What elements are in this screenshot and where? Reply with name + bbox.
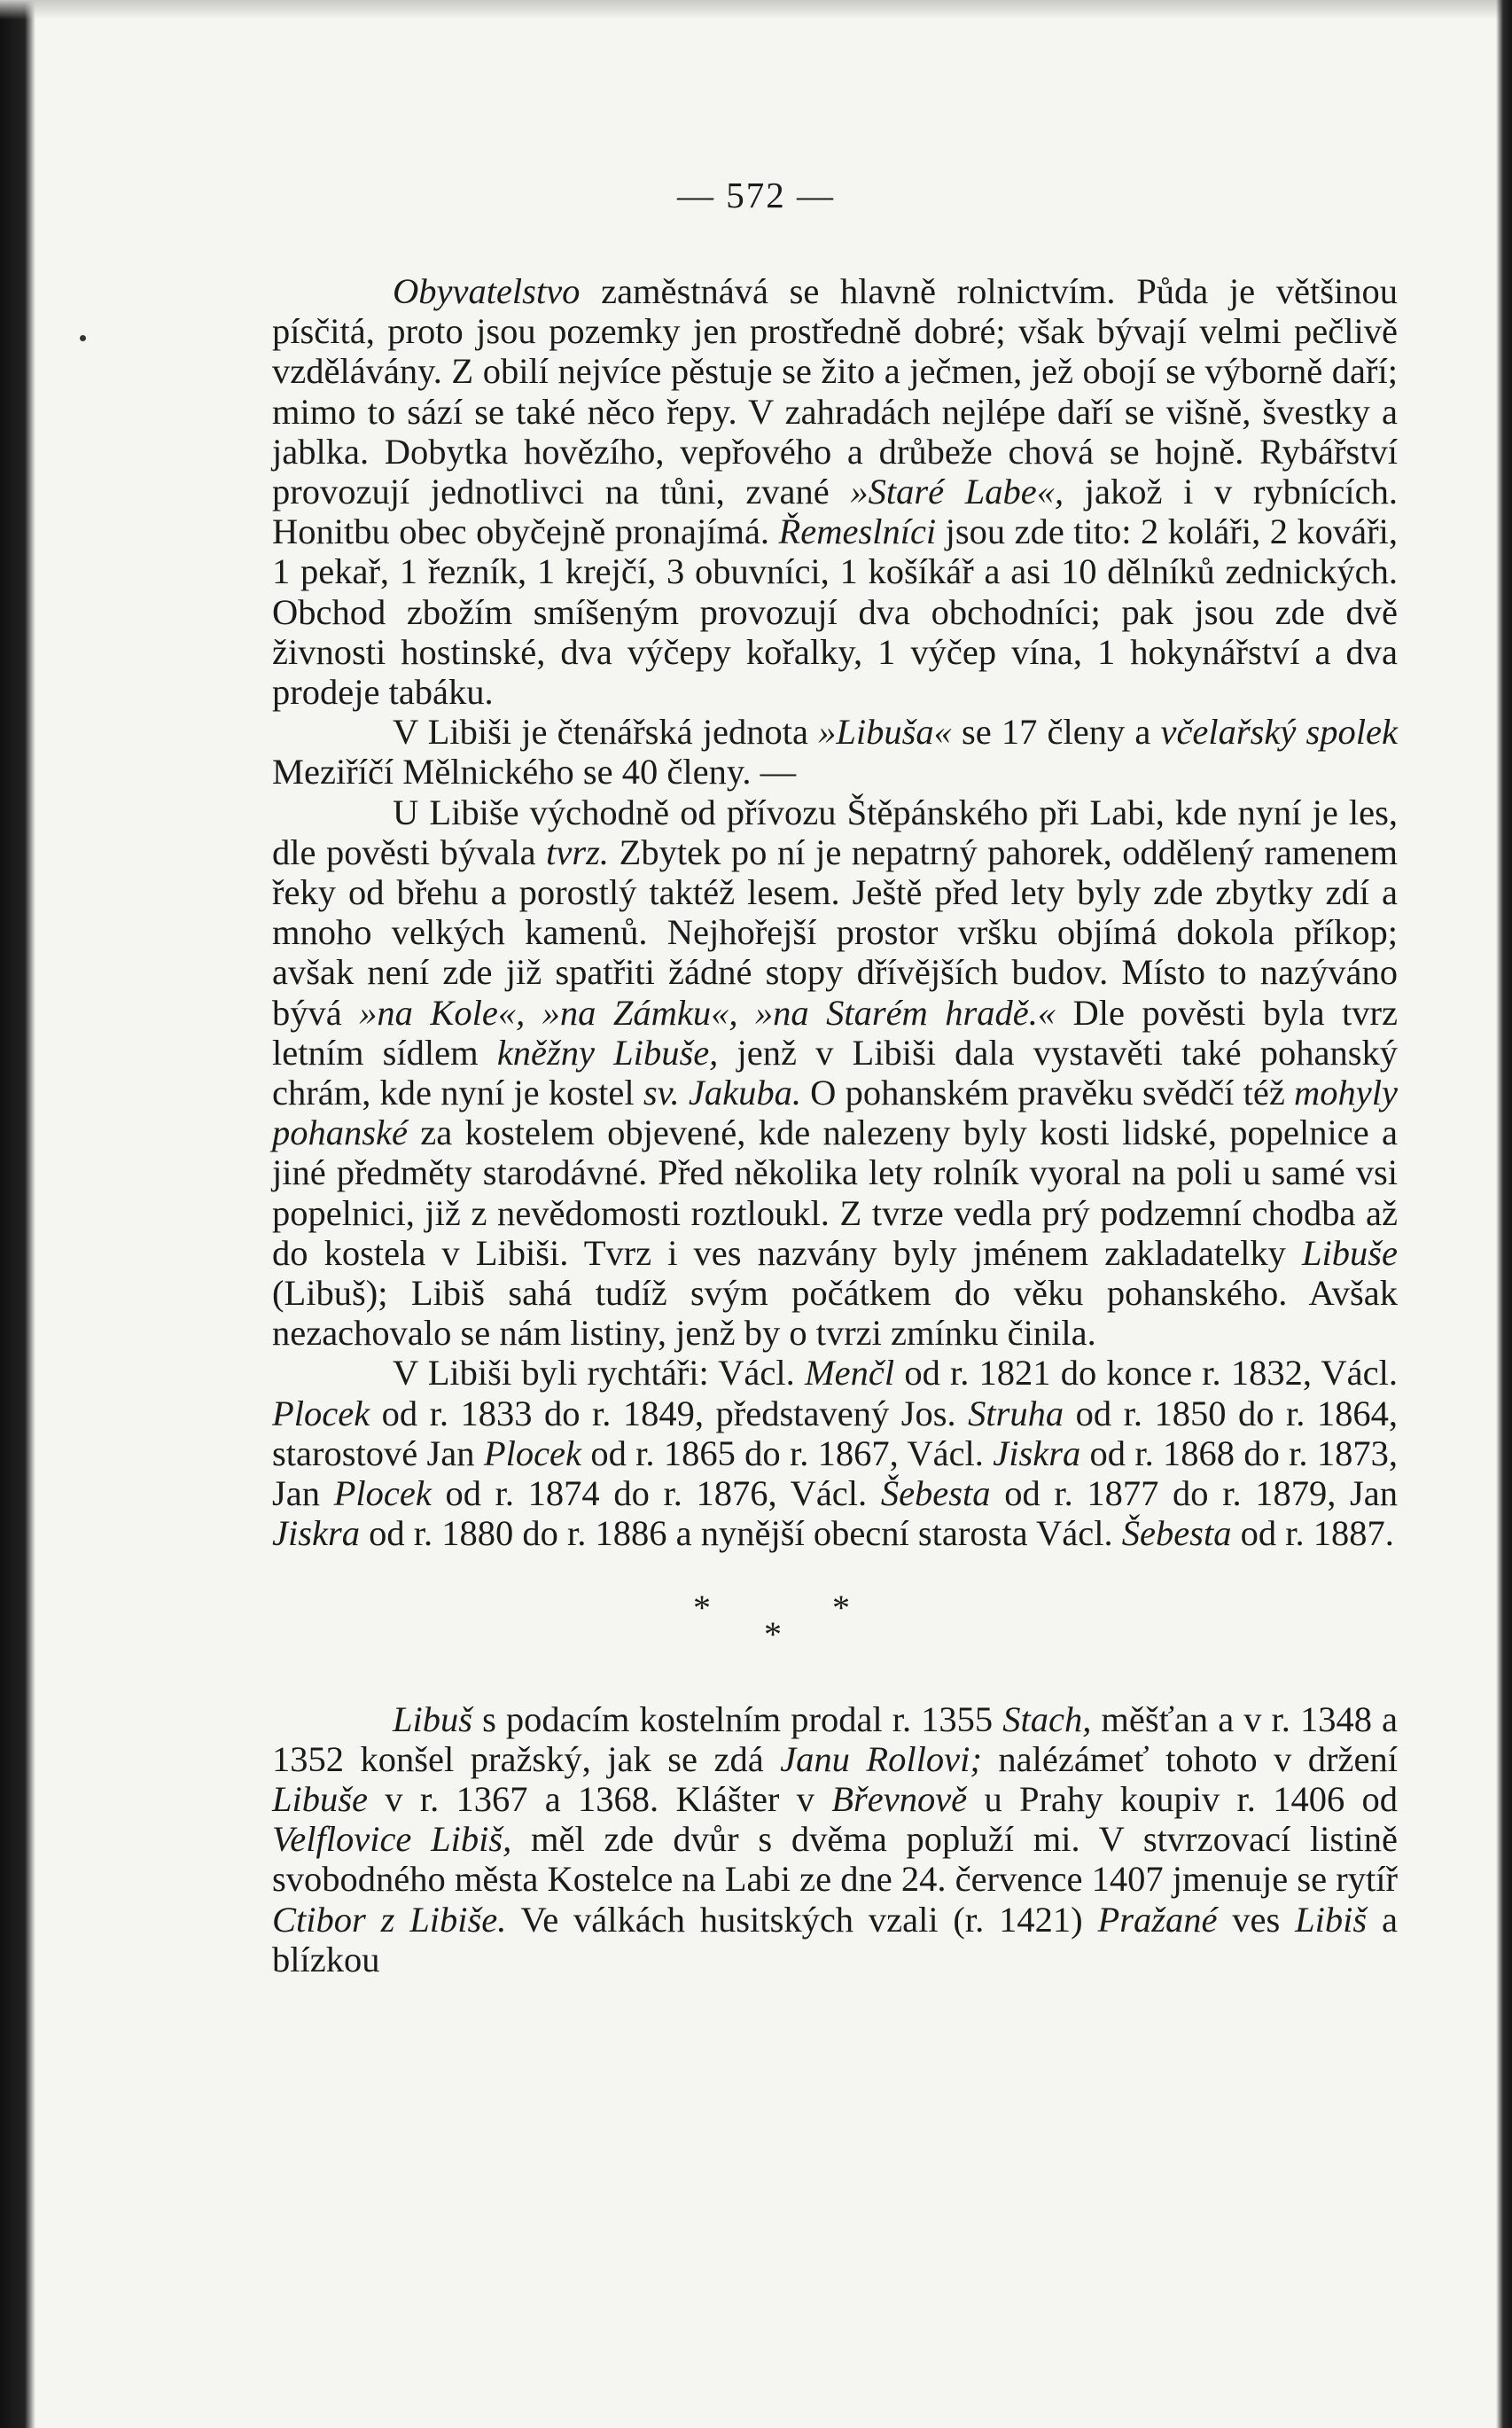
emphasized-text: mohyly pohanské	[272, 1073, 1398, 1153]
emphasized-text: Plocek	[483, 1433, 582, 1473]
emphasized-text: Plocek	[333, 1473, 432, 1514]
text-run: jenž v Libiši dala vystavěti také pohanský chrám, kde nyní je kostel	[272, 1032, 1399, 1113]
text-run: Dle pověsti byla tvrz letním sídlem	[272, 992, 1398, 1073]
emphasized-text: Struha	[968, 1393, 1064, 1433]
text-run: O pohanském pravěku svědčí též	[800, 1073, 1295, 1113]
page-number: — 572 —	[677, 175, 835, 215]
text-run: od r. 1865 do r. 1867, Václ.	[581, 1433, 994, 1473]
emphasized-text: Libiš	[1295, 1899, 1368, 1940]
emphasized-text: Ctibor z Libiše.	[272, 1899, 507, 1940]
text-run: ves	[1217, 1899, 1296, 1940]
text-run: Meziříčí Mělnického se 40 členy. —	[272, 752, 797, 792]
text-run: Zbytek po ní je nepatrný pahorek, oddělený ramenem řeky od břehu a porostlý taktéž lesem. Ještě před lety byly zde zbytky zdí a mnoho velkých kamenů. Nejhořejší prostor vršku objímá dokola příkop; avšak není zde již spatřiti žádné stopy dřívějších budov. Místo to nazýváno bývá	[272, 831, 1398, 1033]
text-run: nalézámeť tohoto v držení	[981, 1738, 1399, 1779]
emphasized-text: »Libuša«	[818, 712, 952, 753]
text-run: od r. 1874 do r. 1876, Václ.	[431, 1473, 881, 1514]
text-run: jsou zde tito: 2 koláři, 2 kováři, 1 pekař, 1 řezník, 1 krejčí, 3 obuvníci, 1 košíkář a asi 10 dělníků zednických. Obchod zbožím smíšeným provozují dva obchodníci; pak jsou zde dvě živnosti hostinské, dva výčepy kořalky, 1 výčep vína, 1 hokynářství a dva prodeje tabáku.	[272, 511, 1398, 713]
paragraph-history	[272, 1699, 1398, 1979]
text-run: v r. 1367 a 1368. Klášter v	[368, 1778, 832, 1819]
text-run: od r. 1821 do konce r. 1832, Václ.	[894, 1353, 1398, 1394]
emphasized-text: »Staré Labe«,	[850, 472, 1064, 512]
emphasized-text: Šebesta	[880, 1473, 991, 1514]
paragraph-population	[272, 271, 1398, 712]
paragraph-reeves	[272, 1353, 1398, 1553]
paragraph-associations	[272, 712, 1398, 792]
body-text	[272, 271, 1398, 1979]
emphasized-text: tvrz.	[546, 831, 610, 872]
separator-star: *	[832, 1587, 850, 1628]
emphasized-text: Jiskra	[993, 1433, 1081, 1473]
paragraph-fortress	[272, 792, 1398, 1354]
emphasized-text: Libuš	[393, 1698, 473, 1739]
text-run: U Libiše východně od přívozu Štěpánského při Labi, kde nyní je les, dle pověsti bývala	[272, 792, 1398, 872]
emphasized-text: Břevnově	[831, 1778, 968, 1819]
emphasized-text: Obyvatelstvo	[393, 271, 581, 311]
text-run: u Prahy koupiv r. 1406 od	[967, 1778, 1398, 1819]
emphasized-text: Plocek	[272, 1393, 370, 1433]
text-run: zaměstnává se hlavně rolnictvím. Půda je většinou písčitá, proto jsou pozemky jen prostředně dobré; však bývají velmi pečlivě vzdělávány. Z obilí nejvíce pěstuje se žito a ječmen, jež obojí se výborně daří; mimo to sází se také něco řepy. V zahradách nejlépe daří se višně, švestky a jablka. Dobytka hovězího, vepřového a drůbeže chová se hojně. Rybářství provozují jednotlivci na tůni, zvané	[272, 271, 1398, 512]
margin-speck	[80, 335, 86, 341]
text-run: Ve válkách husitských vzali (r. 1421)	[506, 1899, 1098, 1940]
text-run: (Libuš); Libiš sahá tudíž svým počátkem do věku pohanského. Avšak nezachovalo se nám listiny, jenž by o tvrzi zmínku činila.	[272, 1273, 1398, 1354]
emphasized-text: Libuše	[1301, 1232, 1398, 1273]
emphasized-text: Libuše	[272, 1778, 369, 1819]
text-run: se 17 členy a	[951, 712, 1161, 753]
emphasized-text: Řemeslníci	[778, 511, 937, 552]
emphasized-text: Jiskra	[272, 1513, 360, 1554]
separator-star: *	[764, 1613, 782, 1654]
text-run: za kostelem objevené, kde nalezeny byly kosti lidské, popelnice a jiné předměty starodávné. Před několika lety rolník vyoral na poli u samé vsi popelnici, již z nevědomosti roztloukl. Z tvrze vedla prý podzemní chodba až do kostela v Libiši. Tvrz i ves nazvány byly jménem zakladatelky	[272, 1113, 1398, 1273]
emphasized-text: Janu Rollovi;	[780, 1738, 982, 1779]
text-run: od r. 1880 do r. 1886 a nynější obecní starosta Václ.	[359, 1513, 1122, 1554]
emphasized-text: Menčl	[804, 1353, 895, 1394]
emphasized-text: Pražané	[1097, 1899, 1218, 1940]
emphasized-text: sv. Jakuba.	[643, 1073, 801, 1113]
text-run: V Libiši byli rychtáři: Václ.	[393, 1353, 805, 1394]
separator-star: *	[693, 1587, 711, 1628]
section-separator	[272, 1588, 1398, 1673]
emphasized-text: »na Kole«, »na Zámku«, »na Starém hradě.«	[359, 992, 1056, 1033]
text-run: a blízkou	[272, 1899, 1398, 1979]
text-run: V Libiši je čtenářská jednota	[393, 712, 819, 753]
text-run: od r. 1868 do r. 1873, Jan	[272, 1433, 1398, 1514]
text-run: měšťan a v r. 1348 a 1352 konšel pražský, jak se zdá	[272, 1698, 1398, 1779]
text-run: s podacím kostelním prodal r. 1355	[472, 1698, 1003, 1739]
text-run: od r. 1850 do r. 1864, starostové Jan	[272, 1393, 1398, 1473]
page-top-shadow	[0, 0, 1512, 20]
text-run: od r. 1833 do r. 1849, představený Jos.	[370, 1393, 969, 1433]
text-run: jakož i v rybnících. Honitbu obec obyčejně pronajímá.	[272, 472, 1398, 552]
text-run: měl zde dvůr s dvěma popluží mi. V stvrzovací listině svobodného města Kostelce na Labi ze dne 24. července 1407 jmenuje se rytíř	[272, 1819, 1399, 1900]
emphasized-text: Velflovice Libiš,	[272, 1819, 512, 1860]
emphasized-text: kněžny Libuše,	[496, 1032, 719, 1073]
emphasized-text: Stach,	[1002, 1698, 1092, 1739]
emphasized-text: Šebesta	[1121, 1513, 1232, 1554]
text-run: od r. 1887.	[1231, 1513, 1394, 1554]
emphasized-text: včelařský spolek	[1160, 712, 1398, 753]
text-run: od r. 1877 do r. 1879, Jan	[990, 1473, 1398, 1514]
